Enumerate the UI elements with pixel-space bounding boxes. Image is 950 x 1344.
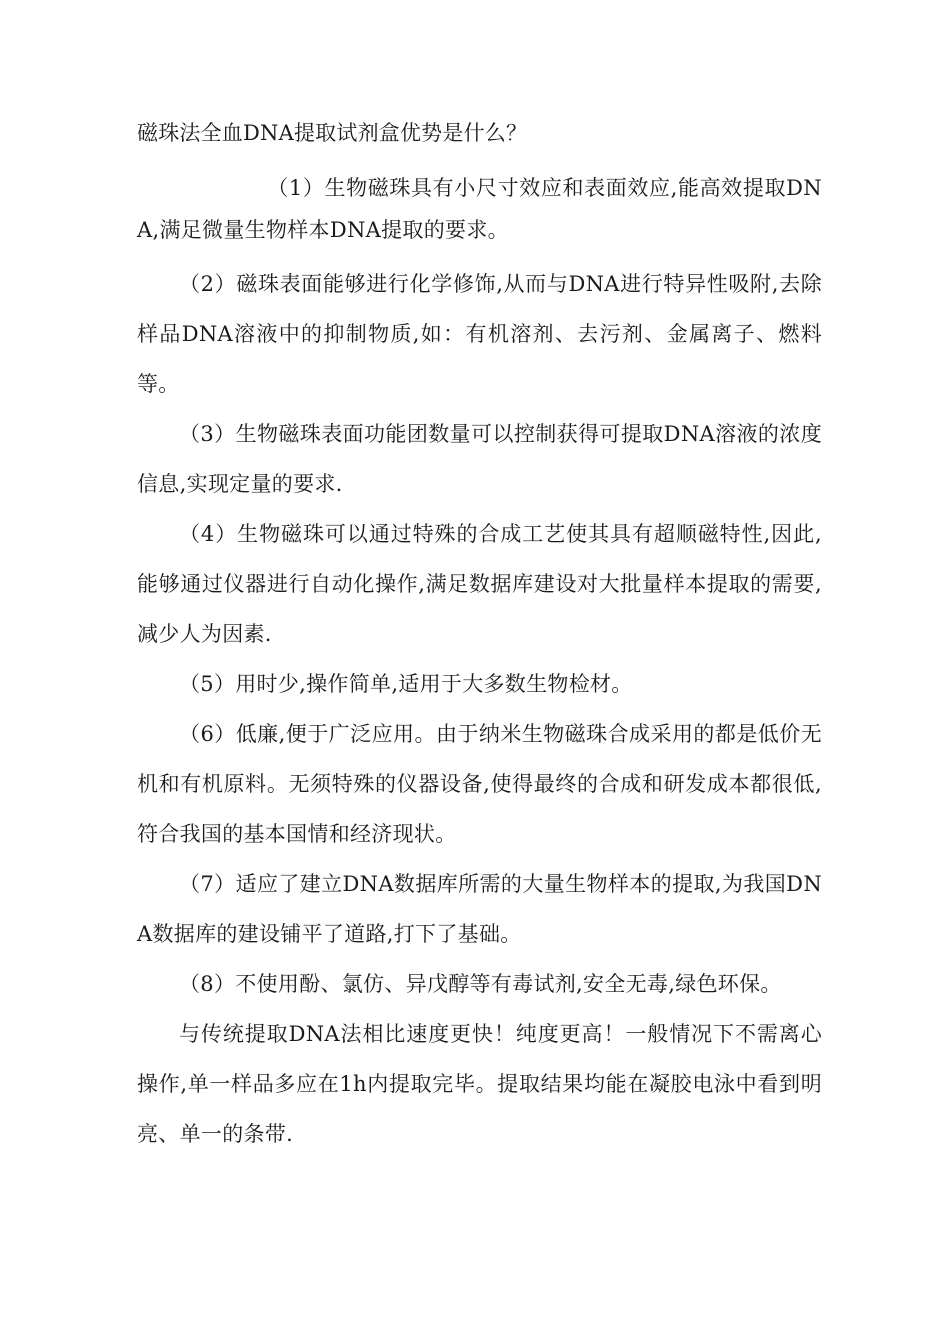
- paragraph-7: （7）适应了建立DNA数据库所需的大量生物样本的提取,为我国DNA数据库的建设铺平了道路,打下了基础。: [137, 872, 822, 946]
- document-page: [137, 118, 822, 1159]
- paragraph-2: （2）磁珠表面能够进行化学修饰,从而与DNA进行特异性吸附,去除样品DNA溶液中的抑制物质,如：有机溶剂、去污剂、金属离子、燃料等。: [137, 272, 822, 396]
- paragraph-3: （3）生物磁珠表面功能团数量可以控制获得可提取DNA溶液的浓度信息,实现定量的要求.: [137, 422, 822, 496]
- document-title: 磁珠法全血DNA提取试剂盒优势是什么？: [137, 121, 528, 145]
- paragraph-4: （4）生物磁珠可以通过特殊的合成工艺使其具有超顺磁特性,因此,能够通过仪器进行自动化操作,满足数据库建设对大批量样本提取的需要,减少人为因素.: [137, 522, 822, 646]
- paragraph-5: （5）用时少,操作简单,适用于大多数生物检材。: [179, 672, 633, 696]
- paragraph-9: 与传统提取DNA法相比速度更快！纯度更高！一般情况下不需离心操作,单一样品多应在1h内提取完毕。提取结果均能在凝胶电泳中看到明亮、单一的条带.: [137, 1022, 822, 1146]
- paragraph-6: （6）低廉,便于广泛应用。由于纳米生物磁珠合成采用的都是低价无机和有机原料。无须特殊的仪器设备,使得最终的合成和研发成本都很低,符合我国的基本国情和经济现状。: [137, 722, 822, 846]
- paragraph-8: （8）不使用酚、氯仿、异戊醇等有毒试剂,安全无毒,绿色环保。: [179, 972, 782, 996]
- paragraph-1: （1）生物磁珠具有小尺寸效应和表面效应,能高效提取DNA,满足微量生物样本DNA提取的要求。: [137, 176, 822, 242]
